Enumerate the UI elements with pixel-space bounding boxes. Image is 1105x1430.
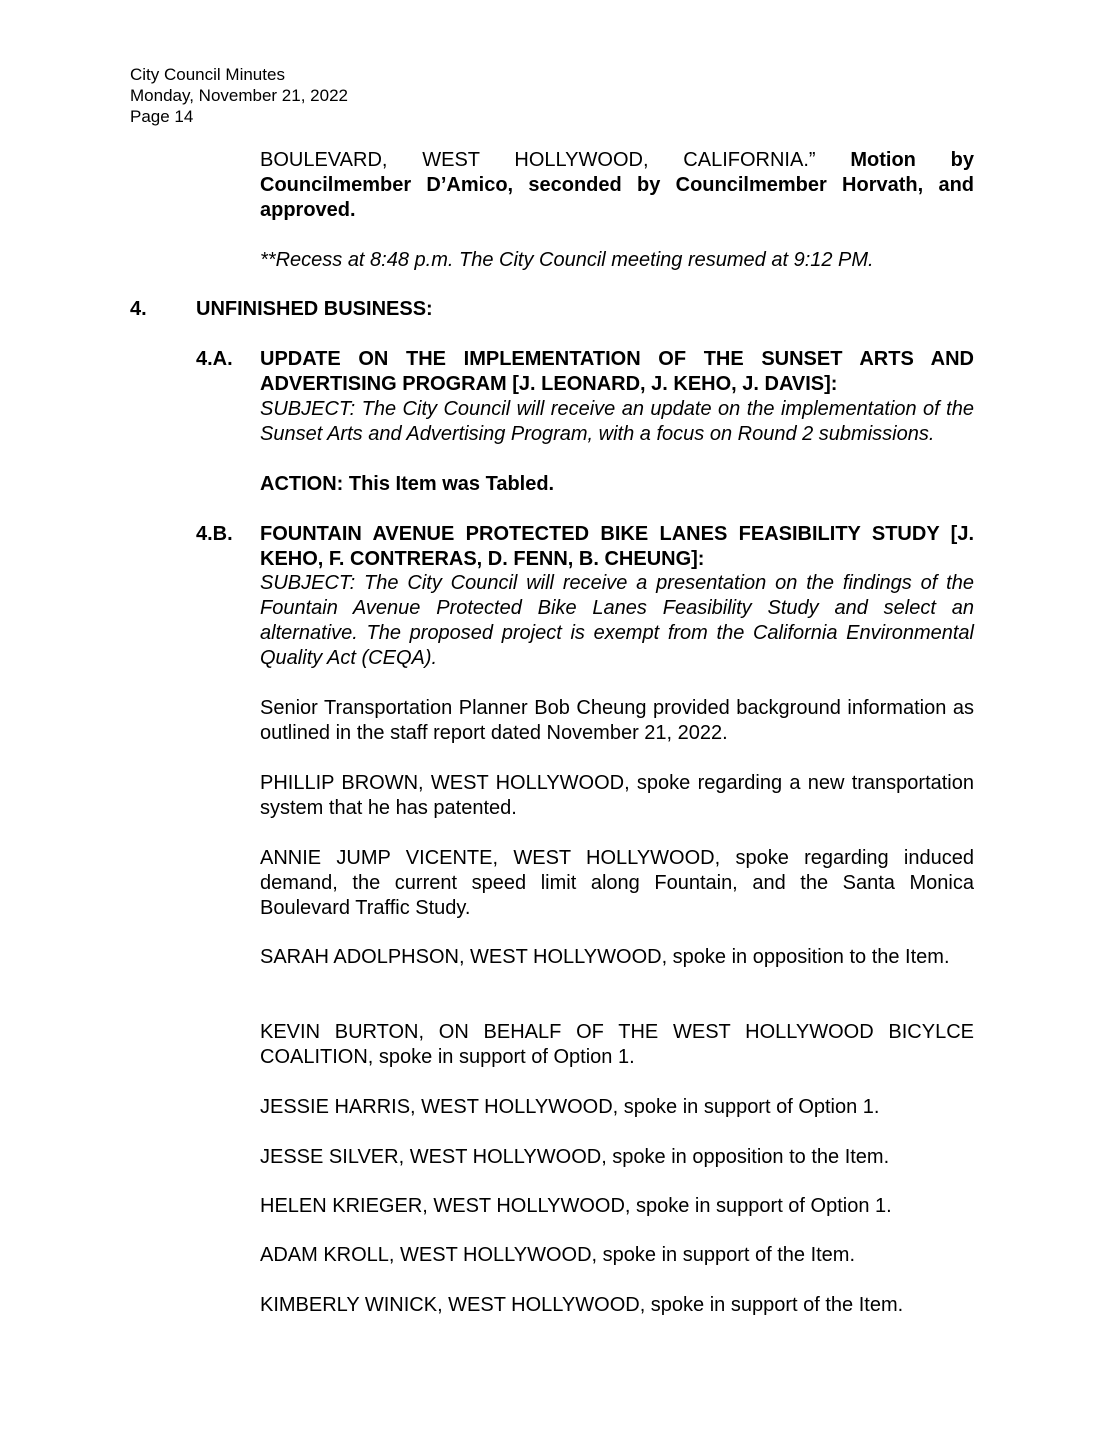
speaker-paragraph: HELEN KRIEGER, WEST HOLLYWOOD, spoke in support of Option 1. xyxy=(260,1195,892,1217)
page-header xyxy=(130,64,348,127)
speaker-paragraph: ADAM KROLL, WEST HOLLYWOOD, spoke in support of the Item. xyxy=(260,1244,856,1266)
header-meeting-date: Monday, November 21, 2022 xyxy=(130,86,348,105)
item-4a-subject: SUBJECT: The City Council will receive an update on the implementation of the Sunset Arts and Advertising Program, with a focus on Round 2 submissions. xyxy=(260,398,974,445)
section-title: UNFINISHED BUSINESS: xyxy=(196,298,433,320)
speaker-paragraph: JESSIE HARRIS, WEST HOLLYWOOD, spoke in support of Option 1. xyxy=(260,1096,880,1118)
speaker-paragraph: KIMBERLY WINICK, WEST HOLLYWOOD, spoke in support of the Item. xyxy=(260,1294,904,1316)
staff-presentation-paragraph: Senior Transportation Planner Bob Cheung provided background information as outlined in the staff report dated November 21, 2022. xyxy=(260,697,974,744)
header-page-number: Page 14 xyxy=(130,107,194,126)
item-4b-number: 4.B. xyxy=(196,523,233,545)
item-4a-action: ACTION: This Item was Tabled. xyxy=(260,473,555,495)
speaker-paragraph: ANNIE JUMP VICENTE, WEST HOLLYWOOD, spoke regarding induced demand, the current speed limit along Fountain, and the Santa Monica Boulevard Traffic Study. xyxy=(260,847,974,919)
item-4a-title: UPDATE ON THE IMPLEMENTATION OF THE SUNSET ARTS AND ADVERTISING PROGRAM [J. LEONARD, J. KEHO, J. DAVIS]: xyxy=(260,348,974,395)
item-4b-subject: SUBJECT: The City Council will receive a presentation on the findings of the Fountain Avenue Protected Bike Lanes Feasibility Study and select an alternative. The proposed project is exempt from the California Environmental Quality Act (CEQA). xyxy=(260,572,974,669)
continuation-paragraph xyxy=(260,148,974,223)
item-4b-title: FOUNTAIN AVENUE PROTECTED BIKE LANES FEASIBILITY STUDY [J. KEHO, F. CONTRERAS, D. FENN, B. CHEUNG]: xyxy=(260,523,974,570)
speaker-paragraph: JESSE SILVER, WEST HOLLYWOOD, spoke in opposition to the Item. xyxy=(260,1146,890,1168)
continuation-text: BOULEVARD, WEST HOLLYWOOD, CALIFORNIA.” xyxy=(260,149,816,171)
speaker-paragraph: PHILLIP BROWN, WEST HOLLYWOOD, spoke regarding a new transportation system that he has patented. xyxy=(260,772,974,819)
speaker-paragraph: KEVIN BURTON, ON BEHALF OF THE WEST HOLLYWOOD BICYLCE COALITION, spoke in support of Option 1. xyxy=(260,1021,974,1068)
section-number: 4. xyxy=(130,298,147,320)
speaker-paragraph: SARAH ADOLPHSON, WEST HOLLYWOOD, spoke in opposition to the Item. xyxy=(260,946,950,968)
item-4a-number: 4.A. xyxy=(196,348,233,370)
motion-text: Motion by Councilmember D’Amico, seconded by Councilmember Horvath, and approved. xyxy=(260,149,974,221)
recess-note: **Recess at 8:48 p.m. The City Council meeting resumed at 9:12 PM. xyxy=(260,249,874,271)
header-document-title: City Council Minutes xyxy=(130,65,285,84)
